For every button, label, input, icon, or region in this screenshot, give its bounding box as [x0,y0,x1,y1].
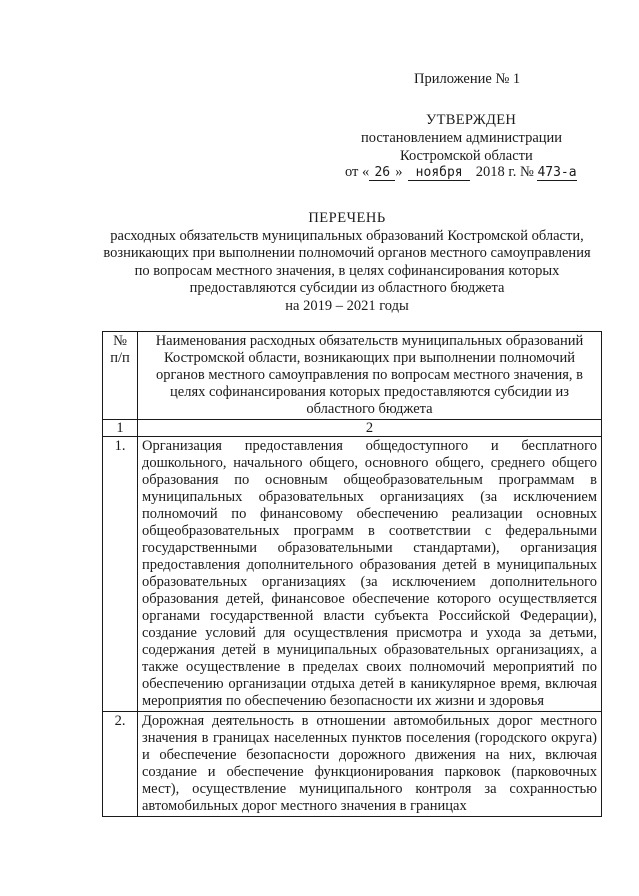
list-title-line-3: по вопросам местного значения, в целях софинансирования которых [134,262,560,279]
list-title-block [72,210,622,315]
table-row [103,437,602,712]
row-number: 2. [103,712,138,817]
list-title-line-4: предоставляются субсидии из областного бюджета [189,280,505,296]
decree-number-handwritten [537,165,585,180]
column-index-1: 1 [103,420,138,437]
table-row [103,712,602,817]
approved-region-line: Костромской области [400,148,533,164]
approved-stamp-heading: УТВЕРЖДЕН [426,112,517,128]
table-header-row [103,332,602,420]
date-mid: » [395,164,403,180]
date-day-handwritten: 26 [369,165,395,181]
list-title-line-5: на 2019 – 2021 годы [285,297,409,314]
row-text: Организация предоставления общедоступного и бесплатного дошкольного, начального общего, основного общего, среднего общего образования по основным общеобразовательным программам в муниципальных образовательных организациях (за исключением полномочий по финансовому обеспечению реализации основных общеобразовательных программ в соответствии с федеральными государственными образовательными стандартами), организация предоставления дополнительного образования детей в муниципальных образовательных организациях (за исключением дополнительного образования детей, финансовое обеспечение которого осуществляется органами государственной власти субъекта Российской Федерации), создание условий для осуществления присмотра и ухода за детьми, содержания детей в муниципальных образовательных организациях, а также осуществление в пределах своих полномочий мероприятий по обеспечению организации отдыха детей в каникулярное время, включая мероприятия по обеспечению безопасности их жизни и здоровья [138,437,602,712]
date-prefix: от « [345,164,370,180]
list-title-line-1: расходных обязательств муниципальных образований Костромской области, [110,227,584,244]
date-year: 2018 г. № [475,164,534,180]
approved-by-line: постановлением администрации [361,130,563,146]
approval-date-line [345,163,585,181]
decree-number-value: 473-а [537,165,577,180]
header-number-cell: № п/п [103,332,138,420]
row-text: Дорожная деятельность в отношении автомобильных дорог местного значения в границах населенных пунктов поселения (городского округа) и обеспечение безопасности дорожного движения на них, включая создание и обеспечение функционирования парковок (парковочных мест), осуществление муниципального контроля за сохранностью автомобильных дорог местного значения в границах [138,712,602,817]
row-number: 1. [103,437,138,712]
column-index-2: 2 [138,420,602,437]
list-title-line-2: возникающих при выполнении полномочий органов местного самоуправления [103,245,591,261]
column-index-row [103,420,602,437]
header-name-cell: Наименования расходных обязательств муниципальных образований Костромской области, возникающих при выполнении полномочий органов местного самоуправления по вопросам местного значения, в целях софинансирования которых предоставляются субсидии из областного бюджета [138,332,602,420]
list-heading: ПЕРЕЧЕНЬ [308,210,386,226]
obligations-table [102,331,602,817]
date-month-handwritten: ноября [408,165,470,181]
appendix-number: Приложение № 1 [414,71,521,87]
